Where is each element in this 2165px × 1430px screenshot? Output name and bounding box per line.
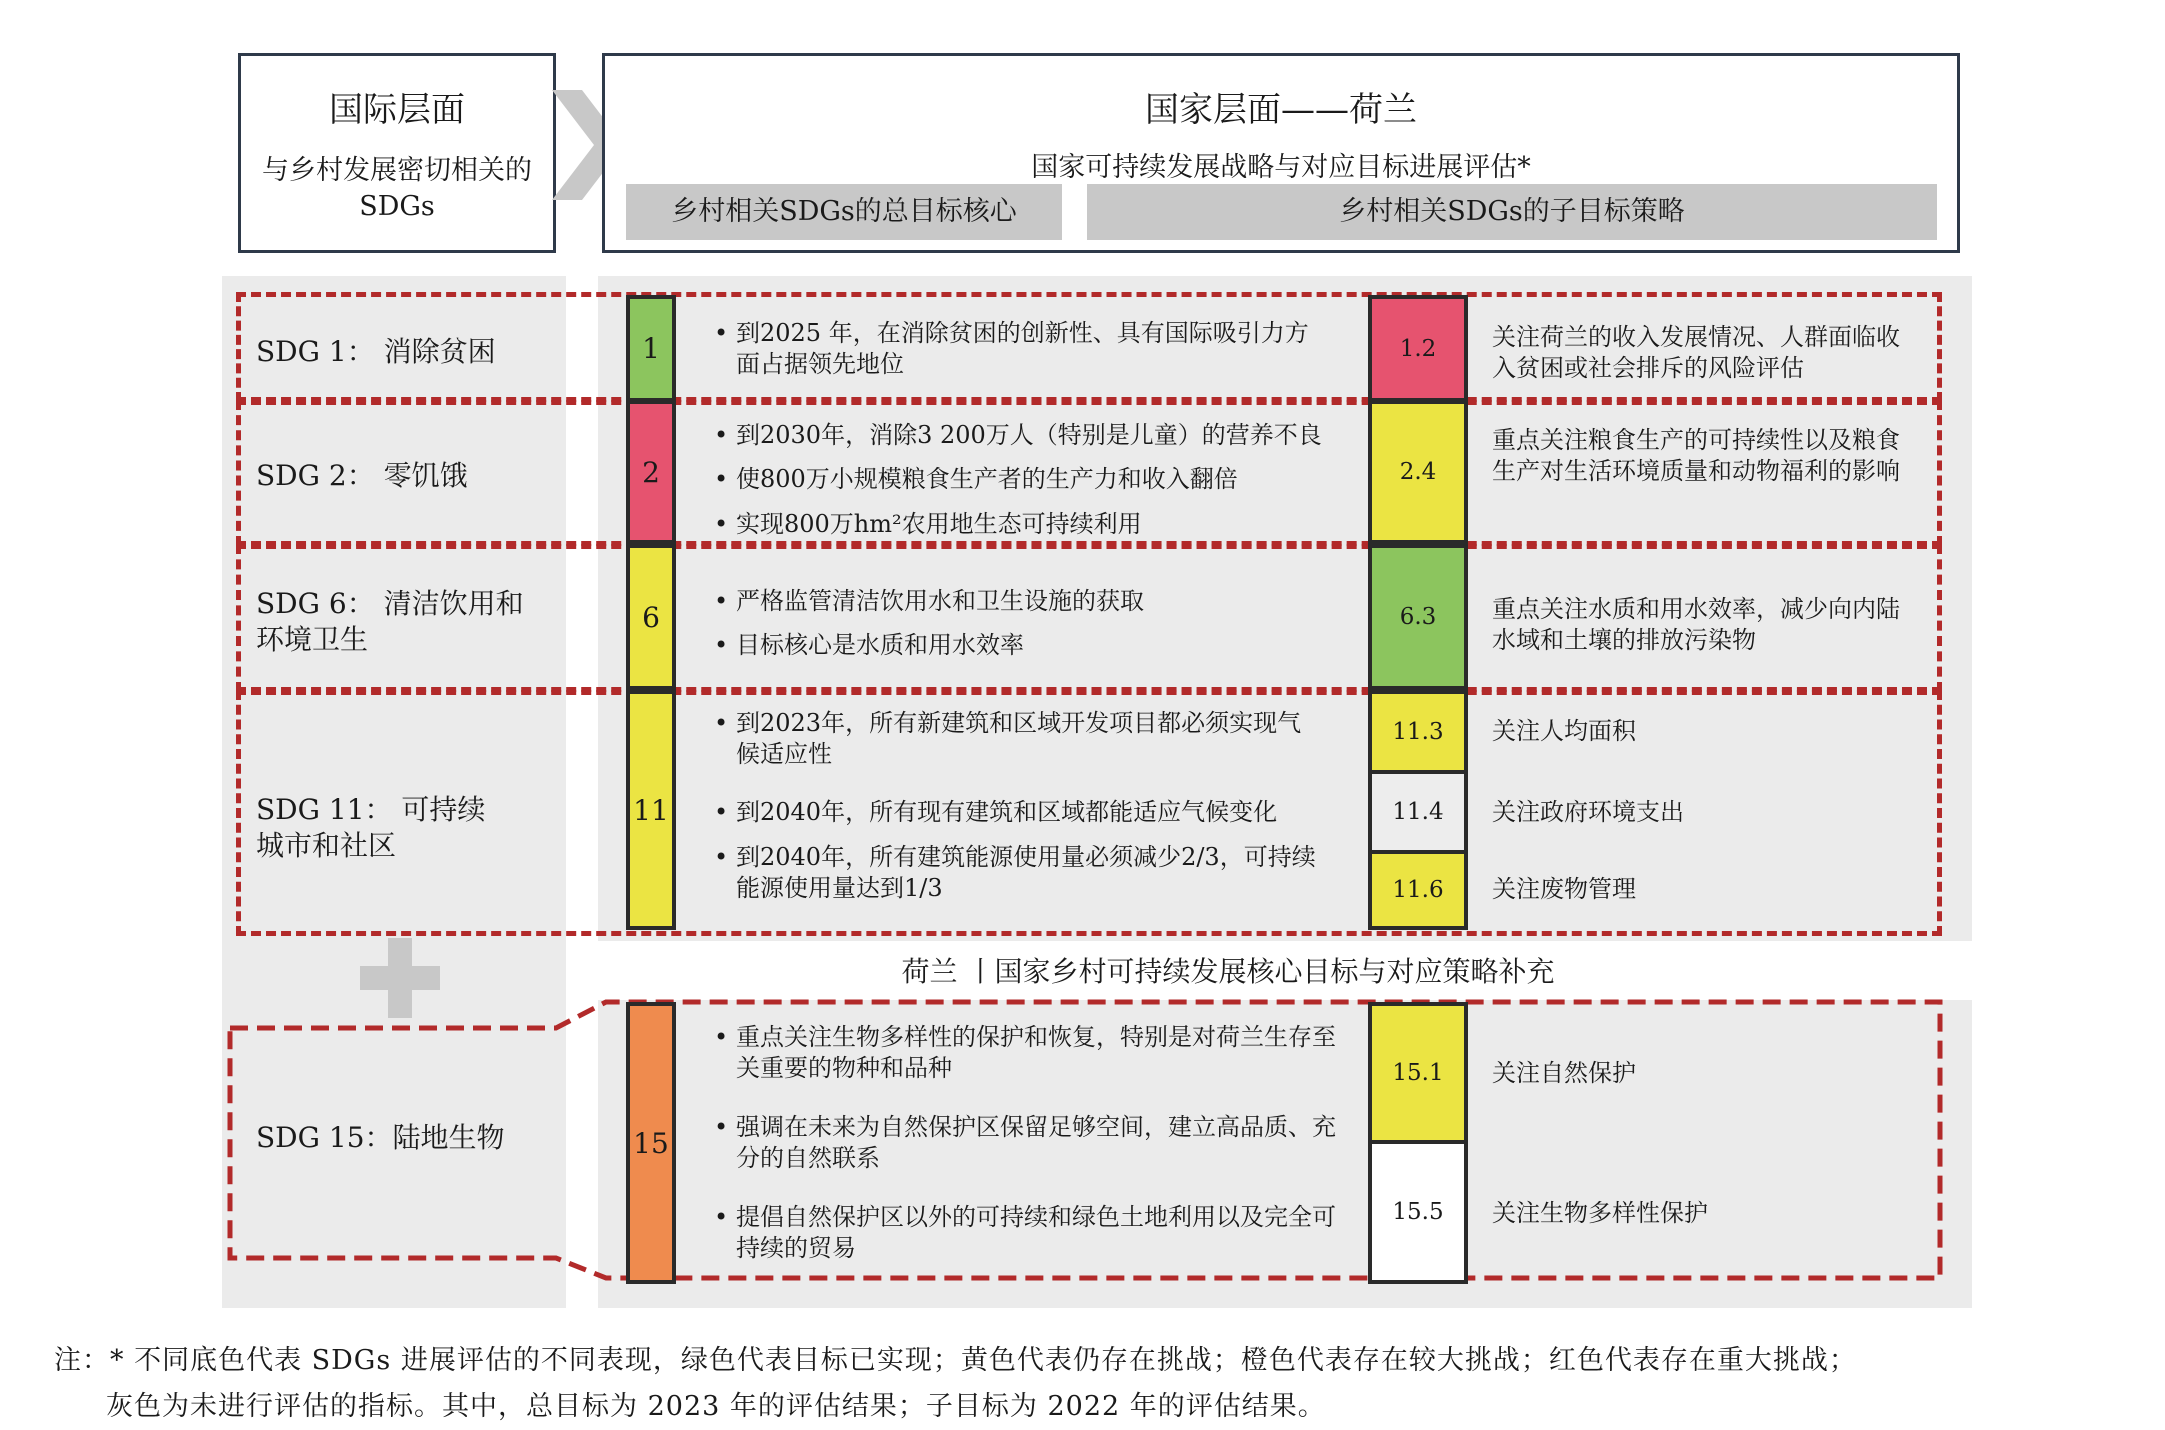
footnote-line1: 注：* 不同底色代表 SDGs 进展评估的不同表现，绿色代表目标已实现；黄色代表仍存在挑战；橙色代表存在较大挑战；红色代表存在重大挑战； (54, 1345, 1857, 1376)
sdg15-bullet-2: • 强调在未来为自然保护区保留足够空间，建立高品质、充分的自然联系 (714, 1113, 1336, 1172)
sdg6-goal-box (626, 544, 676, 690)
target-6-3-strategy: 重点关注水质和用水效率，减少向内陆水域和土壤的排放污染物 (1492, 595, 1900, 654)
sdg2-bullet-3: • 实现800万hm²农用地生态可持续利用 (714, 510, 1142, 538)
target-11-4-box (1368, 770, 1468, 854)
sdg11-label-line1: SDG 11： 可持续 (256, 793, 486, 826)
international-level-title: 国际层面 (329, 90, 465, 130)
sdg6-bullet-2: • 目标核心是水质和用水效率 (714, 631, 1024, 659)
target-2-4-strategy: 重点关注粮食生产的可持续性以及粮食生产对生活环境质量和动物福利的影响 (1492, 426, 1900, 485)
target-15-5-box (1368, 1140, 1468, 1284)
target-15-1-box (1368, 1002, 1468, 1144)
international-level-box (238, 53, 556, 253)
target-11-6-id: 11.6 (1392, 877, 1444, 903)
sdg2-bullet-2: • 使800万小规模粮食生产者的生产力和收入翻倍 (714, 465, 1238, 493)
sdg6-bullet-1: • 严格监管清洁饮用水和卫生设施的获取 (714, 587, 1144, 615)
target-11-6-strategy: 关注废物管理 (1492, 875, 1636, 903)
target-15-5-id: 15.5 (1392, 1199, 1444, 1225)
target-11-3-box (1368, 690, 1468, 774)
sdg15-label: SDG 15：陆地生物 (256, 1121, 505, 1154)
national-level-title: 国家层面——荷兰 (1145, 90, 1417, 130)
sdg6-goal-number: 6 (642, 600, 660, 634)
sdg1-goal-number: 1 (642, 332, 660, 365)
sdg2-goal-number: 2 (642, 455, 660, 489)
sdg15-goal-box (626, 1002, 676, 1284)
sdg11-goal-number: 11 (633, 793, 669, 827)
international-level-subtitle-line2: SDGs (359, 191, 435, 222)
sdg11-bullet-2: • 到2040年，所有现有建筑和区域都能适应气候变化 (714, 798, 1278, 826)
national-level-subtitle: 国家可持续发展战略与对应目标进展评估* (1031, 152, 1531, 183)
sdg11-goal-box (626, 690, 676, 930)
sdg2-bullet-1: • 到2030年，消除3 200万人（特别是儿童）的营养不良 (714, 421, 1322, 449)
sdg11-bullet-3: • 到2040年，所有建筑能源使用量必须减少2/3，可持续能源使用量达到1/3 (714, 843, 1316, 902)
target-15-5-strategy: 关注生物多样性保护 (1492, 1199, 1708, 1227)
target-11-4-strategy: 关注政府环境支出 (1492, 798, 1684, 826)
target-1-2-box (1368, 295, 1468, 402)
sdg15-bullet-3: • 提倡自然保护区以外的可持续和绿色土地利用以及完全可持续的贸易 (714, 1203, 1336, 1262)
target-6-3-box (1368, 544, 1468, 690)
sdg15-bullet-1: • 重点关注生物多样性的保护和恢复，特别是对荷兰生存至关重要的物种和品种 (714, 1023, 1336, 1082)
target-11-3-strategy: 关注人均面积 (1492, 717, 1636, 745)
sdg11-label-line2: 城市和社区 (256, 829, 397, 862)
column-header-goal-core: 乡村相关SDGs的总目标核心 (626, 184, 1062, 240)
target-15-1-strategy: 关注自然保护 (1492, 1059, 1636, 1087)
sdg2-goal-box (626, 400, 676, 544)
sdg6-label-line2: 环境卫生 (256, 623, 369, 656)
target-11-4-id: 11.4 (1392, 799, 1444, 825)
target-15-1-id: 15.1 (1392, 1060, 1444, 1086)
supplement-title: 荷兰 丨国家乡村可持续发展核心目标与对应策略补充 (901, 955, 1555, 988)
target-1-2-id: 1.2 (1399, 335, 1437, 362)
sdg2-label: SDG 2： 零饥饿 (256, 459, 468, 492)
sdg1-goal-box (626, 295, 676, 402)
footnote-line2: 灰色为未进行评估的指标。其中，总目标为 2023 年的评估结果；子目标为 2022 年的评估结果。 (106, 1391, 1326, 1422)
international-level-subtitle-line1: 与乡村发展密切相关的 (262, 155, 532, 186)
target-1-2-strategy: 关注荷兰的收入发展情况、人群面临收入贫困或社会排斥的风险评估 (1492, 323, 1900, 382)
sdg11-bullet-1: • 到2023年，所有新建筑和区域开发项目都必须实现气候适应性 (714, 709, 1302, 768)
sdg1-label: SDG 1： 消除贫困 (256, 335, 496, 368)
column-header-target-strategy: 乡村相关SDGs的子目标策略 (1087, 184, 1937, 240)
sdg1-bullet-1: • 到2025 年，在消除贫困的创新性、具有国际吸引力方面占据领先地位 (714, 319, 1309, 378)
target-11-3-id: 11.3 (1392, 719, 1444, 745)
target-11-6-box (1368, 850, 1468, 930)
target-2-4-box (1368, 400, 1468, 544)
target-2-4-id: 2.4 (1399, 459, 1437, 485)
sdg6-label-line1: SDG 6： 清洁饮用和 (256, 587, 524, 620)
sdg15-goal-number: 15 (633, 1126, 669, 1160)
target-6-3-id: 6.3 (1399, 604, 1437, 630)
